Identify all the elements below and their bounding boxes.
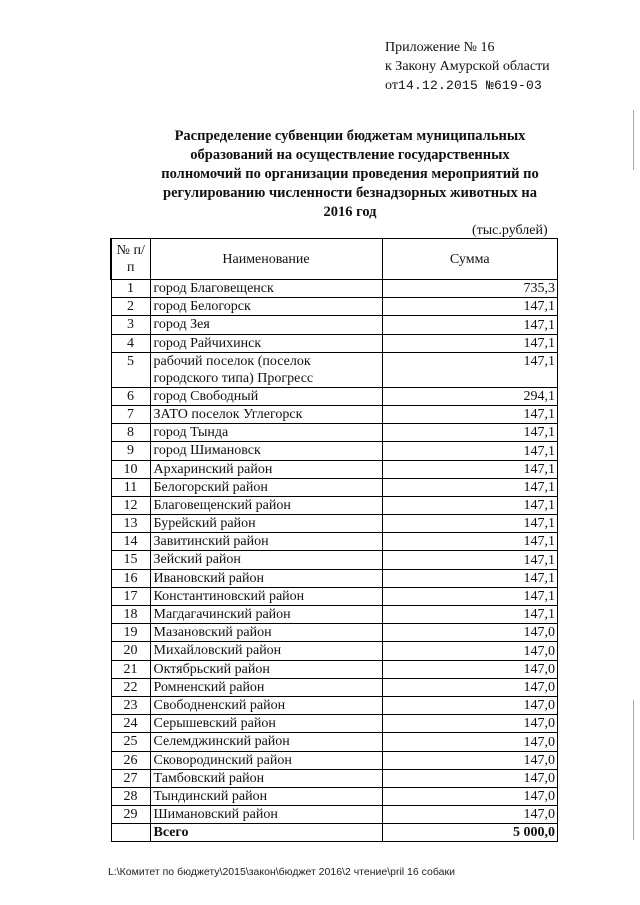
row-number: 18 bbox=[111, 606, 150, 624]
row-sum: 147,0 bbox=[382, 715, 558, 733]
row-number: 9 bbox=[111, 442, 150, 460]
table-row bbox=[111, 460, 558, 478]
table-total-row bbox=[111, 824, 558, 842]
table-row bbox=[111, 696, 558, 714]
total-sum: 5 000,0 bbox=[382, 824, 558, 842]
row-sum: 147,0 bbox=[382, 787, 558, 805]
table-row bbox=[111, 769, 558, 787]
row-number: 29 bbox=[111, 806, 150, 824]
row-sum: 147,1 bbox=[382, 442, 558, 460]
row-number: 19 bbox=[111, 624, 150, 642]
row-number: 2 bbox=[111, 298, 150, 316]
table-row bbox=[111, 387, 558, 405]
row-number: 13 bbox=[111, 515, 150, 533]
table-row bbox=[111, 751, 558, 769]
row-name: Октябрьский район bbox=[150, 660, 382, 678]
table-row bbox=[111, 715, 558, 733]
appendix-date-prefix: от bbox=[385, 78, 398, 93]
row-sum: 735,3 bbox=[382, 280, 558, 298]
row-number: 6 bbox=[111, 387, 150, 405]
row-sum: 147,1 bbox=[382, 551, 558, 569]
row-number: 27 bbox=[111, 769, 150, 787]
row-sum: 147,1 bbox=[382, 460, 558, 478]
row-name: Серышевский район bbox=[150, 715, 382, 733]
appendix-law-date bbox=[385, 76, 550, 95]
row-sum: 147,0 bbox=[382, 696, 558, 714]
table-row bbox=[111, 280, 558, 298]
row-number: 5 bbox=[111, 352, 150, 387]
row-name: Михайловский район bbox=[150, 642, 382, 660]
row-name: город Тында bbox=[150, 424, 382, 442]
table-body bbox=[111, 280, 558, 842]
appendix-law-reference: к Закону Амурской области bbox=[385, 59, 550, 74]
row-number: 26 bbox=[111, 751, 150, 769]
file-path-footer: L:\Комитет по бюджету\2015\закон\бюджет 2016\2 чтение\pril 16 собаки bbox=[108, 866, 455, 878]
row-name: Белогорский район bbox=[150, 478, 382, 496]
table-row bbox=[111, 660, 558, 678]
table-row bbox=[111, 316, 558, 334]
row-number: 1 bbox=[111, 280, 150, 298]
total-label: Всего bbox=[150, 824, 382, 842]
row-name: Константиновский район bbox=[150, 587, 382, 605]
row-number: 22 bbox=[111, 678, 150, 696]
row-name: Мазановский район bbox=[150, 624, 382, 642]
row-number: 3 bbox=[111, 316, 150, 334]
row-name: Селемджинский район bbox=[150, 733, 382, 751]
table-row bbox=[111, 298, 558, 316]
table-row bbox=[111, 678, 558, 696]
document-title: Распределение субвенции бюджетам муниципальных образований на осуществление государственных полномочий по организации проведения мероприятий по регулированию численности безнадзорных животных на 2016 год bbox=[161, 128, 539, 220]
table-row bbox=[111, 551, 558, 569]
row-number: 11 bbox=[111, 478, 150, 496]
table-row bbox=[111, 424, 558, 442]
units-label: (тыс.рублей) bbox=[472, 223, 548, 238]
row-sum: 147,1 bbox=[382, 569, 558, 587]
header-sum: Сумма bbox=[382, 239, 558, 280]
row-number: 10 bbox=[111, 460, 150, 478]
table-row bbox=[111, 569, 558, 587]
row-sum: 147,0 bbox=[382, 660, 558, 678]
row-sum: 147,1 bbox=[382, 334, 558, 352]
row-name: город Райчихинск bbox=[150, 334, 382, 352]
row-sum: 147,0 bbox=[382, 769, 558, 787]
table-row bbox=[111, 733, 558, 751]
distribution-table bbox=[110, 238, 558, 842]
table-row bbox=[111, 642, 558, 660]
row-number: 23 bbox=[111, 696, 150, 714]
row-name: Ромненский район bbox=[150, 678, 382, 696]
row-sum: 147,0 bbox=[382, 751, 558, 769]
row-name: Зейский район bbox=[150, 551, 382, 569]
row-sum: 147,0 bbox=[382, 624, 558, 642]
header-number: № п/п bbox=[111, 239, 150, 280]
row-name: город Благовещенск bbox=[150, 280, 382, 298]
row-number: 7 bbox=[111, 405, 150, 423]
row-name: Тамбовский район bbox=[150, 769, 382, 787]
row-number: 15 bbox=[111, 551, 150, 569]
row-sum: 147,0 bbox=[382, 642, 558, 660]
row-sum: 294,1 bbox=[382, 387, 558, 405]
row-sum: 147,1 bbox=[382, 478, 558, 496]
appendix-date-number: 14.12.2015 №619-03 bbox=[397, 78, 542, 93]
row-sum: 147,1 bbox=[382, 405, 558, 423]
table-row bbox=[111, 496, 558, 514]
row-number: 16 bbox=[111, 569, 150, 587]
row-number: 8 bbox=[111, 424, 150, 442]
header-name: Наименование bbox=[150, 239, 382, 280]
row-name: город Белогорск bbox=[150, 298, 382, 316]
row-name: город Свободный bbox=[150, 387, 382, 405]
table-row bbox=[111, 515, 558, 533]
row-name: Тындинский район bbox=[150, 787, 382, 805]
row-name: Благовещенский район bbox=[150, 496, 382, 514]
row-sum: 147,1 bbox=[382, 298, 558, 316]
table-row bbox=[111, 405, 558, 423]
row-name: Шимановский район bbox=[150, 806, 382, 824]
table-row bbox=[111, 787, 558, 805]
row-sum: 147,1 bbox=[382, 533, 558, 551]
row-number: 21 bbox=[111, 660, 150, 678]
table-row bbox=[111, 806, 558, 824]
row-name: Ивановский район bbox=[150, 569, 382, 587]
row-name: Завитинский район bbox=[150, 533, 382, 551]
row-sum: 147,0 bbox=[382, 806, 558, 824]
table-row bbox=[111, 587, 558, 605]
table-header-row bbox=[111, 239, 558, 280]
scan-edge-mark bbox=[633, 700, 634, 840]
total-number bbox=[111, 824, 150, 842]
row-sum: 147,1 bbox=[382, 515, 558, 533]
row-name: Магдагачинский район bbox=[150, 606, 382, 624]
scan-edge-mark bbox=[633, 110, 634, 170]
row-name: город Зея bbox=[150, 316, 382, 334]
table-row bbox=[111, 442, 558, 460]
row-sum: 147,0 bbox=[382, 733, 558, 751]
table-row bbox=[111, 606, 558, 624]
row-number: 4 bbox=[111, 334, 150, 352]
row-name: город Шимановск bbox=[150, 442, 382, 460]
row-number: 24 bbox=[111, 715, 150, 733]
appendix-title: Приложение № 16 bbox=[385, 40, 495, 55]
row-sum: 147,0 bbox=[382, 678, 558, 696]
row-number: 14 bbox=[111, 533, 150, 551]
row-number: 28 bbox=[111, 787, 150, 805]
row-number: 20 bbox=[111, 642, 150, 660]
row-number: 25 bbox=[111, 733, 150, 751]
row-name: Архаринский район bbox=[150, 460, 382, 478]
row-sum: 147,1 bbox=[382, 496, 558, 514]
row-number: 17 bbox=[111, 587, 150, 605]
row-name: Бурейский район bbox=[150, 515, 382, 533]
table-row bbox=[111, 334, 558, 352]
row-sum: 147,1 bbox=[382, 352, 558, 387]
row-sum: 147,1 bbox=[382, 587, 558, 605]
table-row bbox=[111, 533, 558, 551]
row-sum: 147,1 bbox=[382, 424, 558, 442]
row-name: Сковородинский район bbox=[150, 751, 382, 769]
row-number: 12 bbox=[111, 496, 150, 514]
row-name: рабочий поселок (поселок городского типа) Прогресс bbox=[150, 352, 382, 387]
table-row bbox=[111, 352, 558, 387]
row-sum: 147,1 bbox=[382, 606, 558, 624]
row-name: Свободненский район bbox=[150, 696, 382, 714]
appendix-header bbox=[385, 38, 550, 95]
table-row bbox=[111, 478, 558, 496]
table-row bbox=[111, 624, 558, 642]
row-name: ЗАТО поселок Углегорск bbox=[150, 405, 382, 423]
row-sum: 147,1 bbox=[382, 316, 558, 334]
